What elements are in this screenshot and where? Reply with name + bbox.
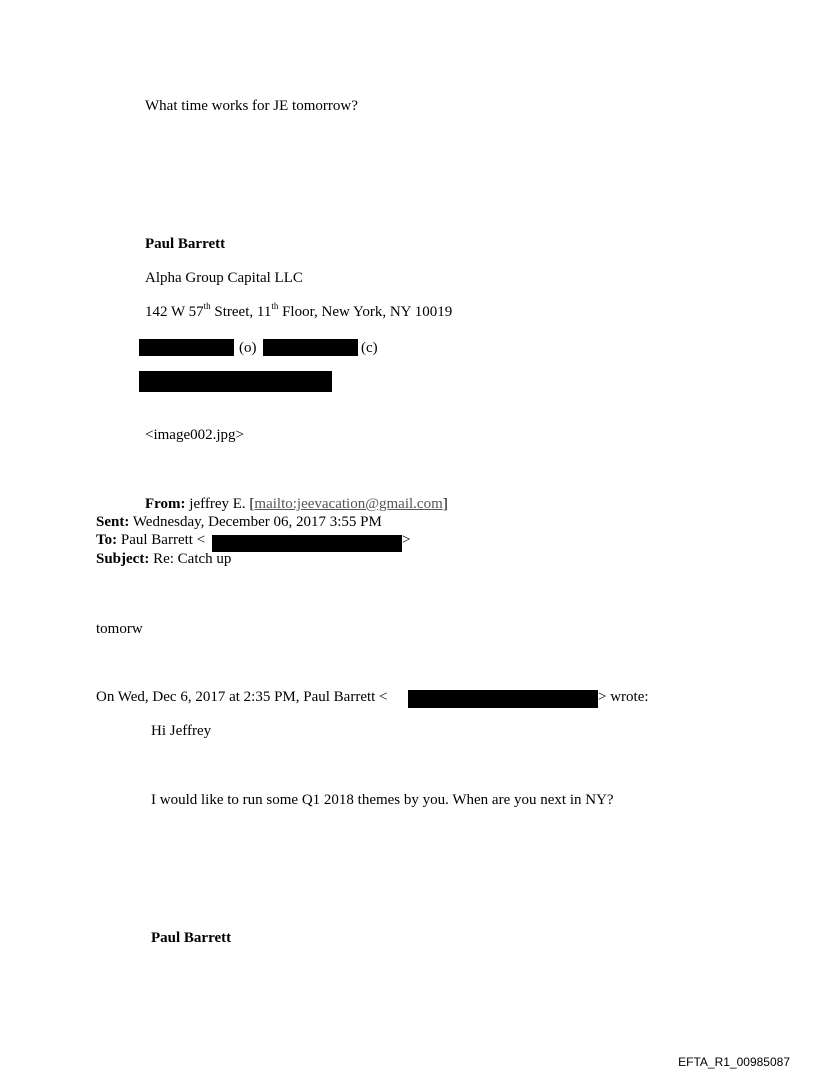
redaction-office-phone: [139, 339, 234, 356]
sent-value: Wednesday, December 06, 2017 3:55 PM: [132, 514, 382, 530]
body-reply: tomorw: [96, 621, 143, 637]
address-street: Street, 11: [210, 304, 272, 320]
header-to: [96, 531, 205, 549]
quoted-intro-end: > wrote:: [598, 689, 649, 705]
signature-name: Paul Barrett: [145, 236, 226, 252]
document-id: EFTA_R1_00985087: [678, 1055, 790, 1069]
header-sent: [96, 513, 382, 531]
image-attachment-ref: <image002.jpg>: [145, 427, 244, 443]
address-sup1: th: [203, 301, 211, 311]
signature-company: Alpha Group Capital LLC: [145, 270, 303, 286]
quoted-signature: Paul Barrett: [151, 930, 232, 946]
subject-value: Re: Catch up: [153, 551, 232, 567]
address-sup2: th: [271, 301, 279, 311]
address-num: 142 W 57: [145, 304, 204, 320]
reply-question: What time works for JE tomorrow?: [145, 98, 358, 114]
address-rest: Floor, New York, NY 10019: [278, 304, 453, 320]
from-close: ]: [442, 496, 448, 512]
from-mailto-link[interactable]: mailto:jeevacation@gmail.com: [254, 496, 443, 512]
from-name: jeffrey E. [: [189, 496, 255, 512]
redaction-cell-phone: [263, 339, 358, 356]
to-close: >: [402, 532, 411, 548]
redaction-email: [139, 371, 332, 392]
redaction-to-email: [212, 535, 402, 552]
from-label: From:: [145, 496, 186, 512]
cell-label: (c): [361, 340, 378, 356]
header-from: [145, 495, 448, 513]
header-subject: [96, 550, 231, 568]
to-label: To:: [96, 532, 118, 548]
quoted-message: I would like to run some Q1 2018 themes by you. When are you next in NY?: [151, 792, 614, 808]
subject-label: Subject:: [96, 551, 150, 567]
quoted-intro: On Wed, Dec 6, 2017 at 2:35 PM, Paul Barrett <: [96, 689, 388, 705]
to-value: Paul Barrett <: [120, 532, 206, 548]
sent-label: Sent:: [96, 514, 130, 530]
office-label: (o): [239, 340, 257, 356]
quoted-greeting: Hi Jeffrey: [151, 723, 212, 739]
signature-address: [145, 303, 452, 321]
redaction-quoted-email: [408, 690, 598, 708]
